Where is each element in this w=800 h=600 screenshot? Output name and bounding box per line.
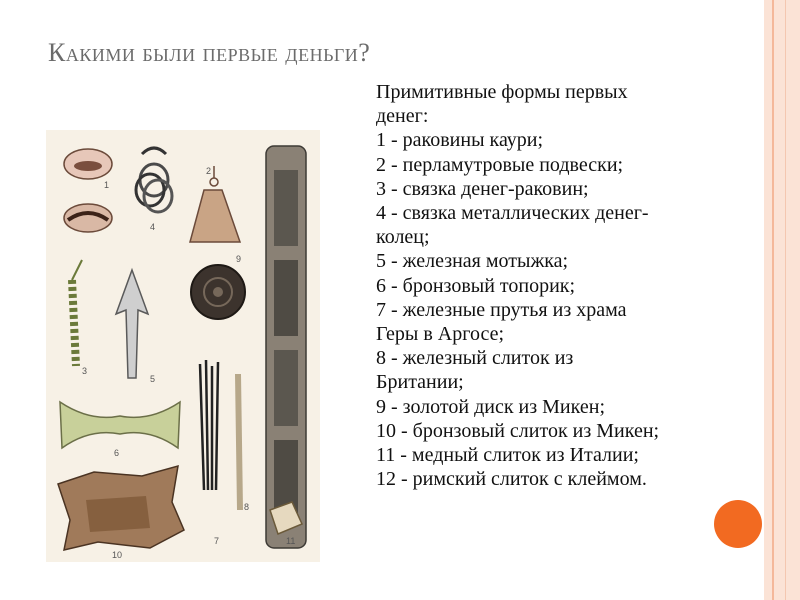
figure-label: 2 <box>206 166 212 176</box>
list-item: 6 - бронзовый топорик; <box>376 274 576 297</box>
iron-rods-icon <box>200 360 240 510</box>
money-forms-list <box>376 80 768 491</box>
ancient-money-illustration <box>46 130 320 562</box>
metal-rings-bundle-icon <box>136 148 172 212</box>
bronze-ingot-icon <box>58 466 184 550</box>
ancient-money-drawing <box>46 130 320 562</box>
list-item: 9 - золотой диск из Микен; <box>376 395 605 418</box>
list-item: 8 - железный слиток из <box>376 347 574 370</box>
list-item: 11 - медный слиток из Италии; <box>376 444 639 467</box>
figure-label: 4 <box>150 222 156 232</box>
figure-label: 7 <box>214 536 220 546</box>
list-item: Британии; <box>376 371 464 394</box>
list-item: 1 - раковины каури; <box>376 129 544 152</box>
gold-disk-icon <box>191 265 245 319</box>
list-item: 2 - перламутровые подвески; <box>376 153 624 176</box>
figure-label: 10 <box>112 550 123 560</box>
list-item: 3 - связка денег-раковин; <box>376 177 589 200</box>
right-stripe-thin <box>785 0 786 600</box>
shell-money-string-icon <box>72 260 82 366</box>
right-decorative-band <box>764 0 800 600</box>
mother-of-pearl-pendant-icon <box>190 166 240 242</box>
list-item: колец; <box>376 226 430 249</box>
slide-title: Какими были первые деньги? <box>48 38 371 67</box>
intro-line: денег: <box>376 105 429 128</box>
bronze-axe-icon <box>60 402 180 448</box>
list-item: 7 - железные прутья из храма <box>376 298 627 321</box>
figure-label: 3 <box>82 366 88 376</box>
right-stripe <box>772 0 774 600</box>
figure-label: 9 <box>236 254 242 264</box>
list-item: 4 - связка металлических денег- <box>376 202 649 225</box>
iron-bar-icon <box>266 146 306 548</box>
intro-line: Примитивные формы первых <box>376 81 628 103</box>
figure-label: 1 <box>104 180 110 190</box>
list-item: 5 - железная мотыжка; <box>376 250 569 273</box>
list-item: Геры в Аргосе; <box>376 323 504 346</box>
accent-circle <box>714 500 762 548</box>
cowrie-shell-icon <box>64 149 112 232</box>
figure-label: 5 <box>150 374 156 384</box>
list-item: 12 - римский слиток с клеймом. <box>376 468 647 491</box>
iron-hoe-icon <box>116 270 148 378</box>
figure-label: 11 <box>286 536 296 546</box>
figure-label: 8 <box>244 502 250 512</box>
figure-label: 6 <box>114 448 120 458</box>
list-item: 10 - бронзовый слиток из Микен; <box>376 419 660 442</box>
